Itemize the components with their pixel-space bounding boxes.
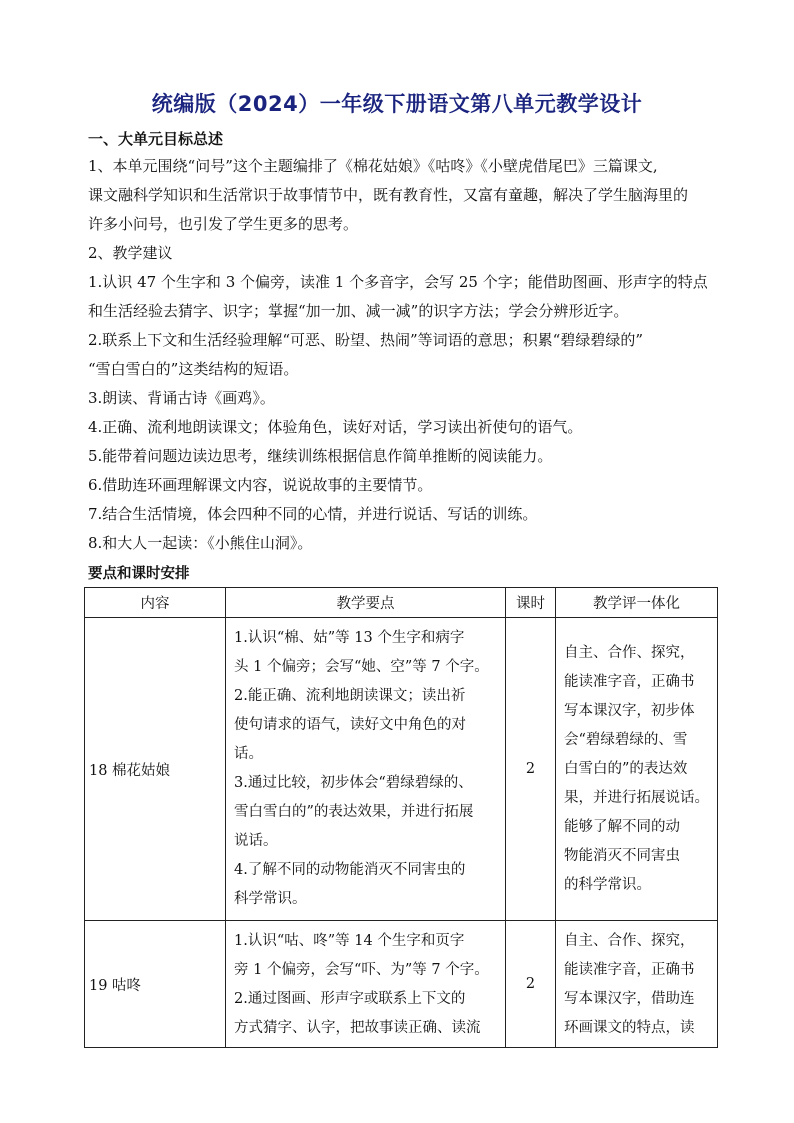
point-line: 头 1 个偏旁；会写“她、空”等 7 个字。 — [234, 659, 489, 675]
point-line: 话。 — [234, 746, 263, 762]
header-eval: 教学评一体化 — [556, 588, 718, 618]
eval-line: 写本课汉字，初步体 — [564, 702, 695, 719]
section-heading-suggestions: 2、教学建议 — [88, 244, 173, 262]
row-eval — [556, 618, 718, 921]
eval-line: 写本课汉字，借助连 — [564, 991, 695, 1007]
eval-line: 自主、合作、探究， — [564, 644, 695, 661]
row-points — [226, 618, 506, 921]
section-heading-schedule: 要点和课时安排 — [88, 566, 190, 582]
point-line: 方式猜字、认字，把故事读正确、读流 — [234, 1020, 481, 1036]
point-line: 说话。 — [234, 833, 278, 849]
document-title: 统编版（2024）一年级下册语文第八单元教学设计 — [151, 92, 643, 116]
point-line: 使句请求的语气，读好文中角色的对 — [234, 717, 466, 733]
intro-line: 许多小问号，也引发了学生更多的思考。 — [88, 215, 359, 233]
eval-line: 环画课文的特点，读 — [564, 1020, 695, 1036]
header-hours: 课时 — [506, 588, 556, 618]
row-hours: 2 — [506, 921, 556, 1048]
eval-line: 能读准字音，正确书 — [564, 673, 695, 690]
header-content: 内容 — [85, 588, 226, 618]
eval-line: 会“碧绿碧绿的、雪 — [564, 731, 688, 748]
eval-line: 自主、合作、探究， — [564, 933, 695, 949]
eval-line: 能够了解不同的动 — [564, 818, 680, 835]
section-heading-overview: 一、大单元目标总述 — [88, 130, 224, 148]
row-eval — [556, 921, 718, 1048]
point-line: 1.认识“棉、姑”等 13 个生字和病字 — [234, 630, 465, 646]
point-line: 旁 1 个偏旁，会写“吓、为”等 7 个字。 — [234, 962, 489, 978]
suggestion-line: 和生活经验去猜字、识字；掌握“加一加、减一减”的识字方法；学会分辨形近字。 — [88, 302, 629, 320]
row-content: 18 棉花姑娘 — [85, 618, 226, 921]
point-line: 雪白雪白的”的表达效果，并进行拓展 — [234, 804, 474, 820]
suggestion-line: 6.借助连环画理解课文内容，说说故事的主要情节。 — [88, 476, 433, 494]
point-line: 2.通过图画、形声字或联系上下文的 — [234, 991, 466, 1007]
eval-line: 的科学常识。 — [564, 876, 651, 893]
point-line: 2.能正确、流利地朗读课文；读出祈 — [234, 688, 466, 704]
eval-line: 能读准字音，正确书 — [564, 962, 695, 978]
suggestion-line: 4.正确、流利地朗读课文；体验角色，读好对话，学习读出祈使句的语气。 — [88, 418, 583, 436]
suggestion-line: 5.能带着问题边读边思考，继续训练根据信息作简单推断的阅读能力。 — [88, 447, 553, 465]
point-line: 3.通过比较，初步体会“碧绿碧绿的、 — [234, 775, 473, 791]
schedule-table — [84, 587, 718, 1048]
table-row — [85, 618, 718, 921]
point-line: 科学常识。 — [234, 891, 307, 907]
suggestion-line: 2.联系上下文和生活经验理解“可恶、盼望、热闹”等词语的意思；积累“碧绿碧绿的” — [88, 331, 643, 349]
eval-line: 物能消灭不同害虫 — [564, 847, 680, 864]
header-points: 教学要点 — [226, 588, 506, 618]
row-content: 19 咕咚 — [85, 921, 226, 1048]
row-hours: 2 — [506, 618, 556, 921]
eval-line: 白雪白的”的表达效 — [564, 760, 688, 777]
point-line: 1.认识“咕、咚”等 14 个生字和页字 — [234, 933, 465, 949]
point-line: 4.了解不同的动物能消灭不同害虫的 — [234, 862, 466, 878]
table-row — [85, 921, 718, 1048]
eval-line: 果，并进行拓展说话。 — [564, 789, 709, 806]
suggestion-line: 3.朗读、背诵古诗《画鸡》。 — [88, 389, 275, 407]
table-header-row — [85, 588, 718, 618]
row-points — [226, 921, 506, 1048]
suggestion-line: “雪白雪白的”这类结构的短语。 — [88, 360, 299, 378]
intro-line: 1、本单元围绕“问号”这个主题编排了《棉花姑娘》《咕咚》《小壁虎借尾巴》三篇课文, — [88, 157, 658, 175]
suggestion-line: 1.认识 47 个生字和 3 个偏旁，读准 1 个多音字，会写 25 个字；能借助图画、形声字的特点 — [88, 273, 708, 291]
intro-line: 课文融科学知识和生活常识于故事情节中，既有教育性，又富有童趣，解决了学生脑海里的 — [88, 186, 689, 204]
suggestion-line: 7.结合生活情境，体会四种不同的心情，并进行说话、写话的训练。 — [88, 505, 538, 523]
suggestion-line: 8.和大人一起读：《小熊住山洞》。 — [88, 534, 313, 552]
